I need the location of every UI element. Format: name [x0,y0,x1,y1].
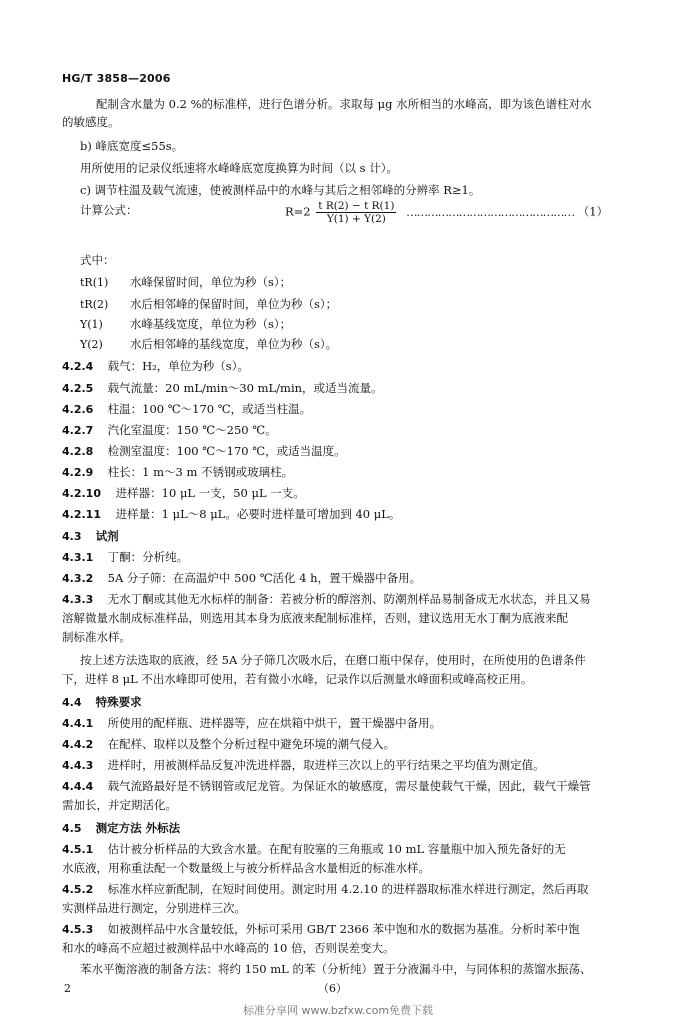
clause-number: 4.2.4 [62,360,94,373]
clause-text-line-1: 估计被分析样品的大致含水量。在配有胶塞的三角瓶或 10 mL 容量瓶中加入预先备好的无 [107,842,566,856]
symbol-tr1: tR(1) [80,276,109,289]
clause-text: 进样时，用被测样品反复冲洗进样器，取进样三次以上的平行结果之平均值为测定值。 [107,758,545,772]
clause-number: 4.4.1 [62,717,94,730]
clause-number: 4.3.1 [62,551,94,564]
section-title: 特殊要求 [95,695,142,709]
clause-number: 4.4.2 [62,738,94,751]
section-number: 4.4 [62,696,82,709]
clause-number: 4.3.2 [62,572,94,585]
intro-line-1: 配制含水量为 0.2 %的标准样，进行色谱分析。求取每 μg 水所相当的水峰高，即为该色谱柱对水 [96,97,592,111]
section-4-5 [62,820,180,837]
clause-number: 4.4.4 [62,780,94,793]
clause-number: 4.2.6 [62,403,94,416]
formula-dots: ………………………………………… [406,204,575,219]
clause-text: 柱温：100 ℃～170 ℃，或适当柱温。 [107,402,312,416]
clause-4-3-3-line-3: 制标准水样。 [62,630,131,644]
clause-4-3-2 [62,570,421,587]
resolution-formula [285,200,608,225]
clause-4-5-1-line-2: 水底液，用称重法配一个数量级上与被分析样品含水量相近的标准水样。 [62,861,430,875]
clause-4-3-3-line-2: 溶解微量水制成标准样品，则选用其本身为底液来配制标准样，否则，建议选用无水丁酮为底液来配 [62,611,568,625]
clause-text-line-1: 载气流路最好是不锈钢管或尼龙管。为保证水的敏感度，需尽量使载气干燥，因此，载气干燥管 [107,779,591,793]
formula-fraction [316,200,396,225]
clause-number: 4.4.3 [62,759,94,772]
clause-text: 所使用的配样瓶、进样器等，应在烘箱中烘干，置干燥器中备用。 [107,716,442,730]
clause-text-line-1: 标准水样应新配制，在短时间使用。测定时用 4.2.10 的进样器取标准水样进行测定，然后再取 [107,882,589,896]
clause-4-2-6 [62,401,311,418]
clause-text: 丁酮：分析纯。 [107,550,189,564]
symbol-y2-desc: 水后相邻峰的基线宽度，单位为秒（s）。 [130,337,338,351]
standard-header: HG/T 3858—2006 [62,72,171,85]
formula-numerator: t R(2) − t R(1) [318,200,395,212]
symbol-y1-desc: 水峰基线宽度，单位为秒（s）； [130,317,292,331]
clause-4-4-4 [62,778,591,795]
section-title: 测定方法 外标法 [95,821,181,835]
item-c: c) 调节柱温及载气流速，使被测样品中的水峰与其后之相邻峰的分辨率 R≥1。 [80,183,481,197]
symbol-tr1-desc: 水峰保留时间，单位为秒（s）； [130,275,292,289]
clause-number: 4.2.9 [62,466,94,479]
clause-text: 检测室温度：100 ℃～170 ℃，或适当温度。 [107,444,346,458]
clause-4-2-5 [62,380,383,397]
clause-number: 4.2.10 [62,487,101,500]
symbol-y1: Y(1) [80,318,103,331]
clause-4-5-3 [62,921,580,938]
where-label: 式中： [80,253,115,267]
clause-text: 5A 分子筛：在高温炉中 500 ℃活化 4 h，置干燥器中备用。 [107,571,422,585]
clause-4-2-11 [62,506,400,523]
clause-4-2-8 [62,443,346,460]
clause-number: 4.5.3 [62,923,94,936]
clause-text: 进样量：1 μL～8 μL。必要时进样量可增加到 40 μL。 [115,507,401,521]
clause-text: 载气：H₂，单位为秒（s）。 [107,359,249,373]
clause-text: 载气流量：20 mL/min～30 mL/min，或适当流量。 [107,381,383,395]
formula-lhs: R=2 [285,204,311,219]
clause-4-5-1 [62,841,566,858]
clause-text: 汽化室温度：150 ℃～250 ℃。 [107,423,277,437]
clause-4-2-9 [62,464,293,481]
method-paragraph-line-1: 按上述方法选取的底液，经 5A 分子筛几次吸水后，在磨口瓶中保存，使用时，在所使用的色谱条件 [80,653,586,667]
clause-number: 4.2.11 [62,508,101,521]
clause-4-4-1 [62,715,441,732]
formula-number: （1） [577,204,609,219]
benzene-paragraph: 苯水平衡溶液的制备方法：将约 150 mL 的苯（分析纯）置于分液漏斗中，与同体积的蒸馏水振荡、 [80,962,592,976]
clause-number: 4.2.5 [62,382,94,395]
clause-4-5-2-line-2: 实测样品进行测定，分别进样三次。 [62,901,246,915]
clause-4-2-10 [62,485,305,502]
clause-4-2-7 [62,422,277,439]
footer-watermark: 标准分享网 www.bzfxw.com免费下载 [242,1004,434,1017]
section-number: 4.5 [62,822,82,835]
section-number: 4.3 [62,530,82,543]
clause-number: 4.2.8 [62,445,94,458]
clause-text-line-1: 如被测样品中水含量较低，外标可采用 GB/T 2366 苯中饱和水的数据为基准。分析时苯中饱 [107,922,580,936]
clause-number: 4.5.1 [62,843,94,856]
page-mark: （6） [318,982,347,995]
item-b: b) 峰底宽度≤55s。 [80,139,184,153]
page-number: 2 [64,982,71,995]
symbol-y2: Y(2) [80,338,103,351]
clause-text: 在配样、取样以及整个分析过程中避免环境的潮气侵入。 [107,737,396,751]
clause-4-3-1 [62,549,188,566]
formula-denominator: Y(1) + Y(2) [326,213,386,225]
calc-label: 计算公式： [80,203,138,217]
clause-4-5-3-line-2: 和水的峰高不应超过被测样品中水峰高的 10 倍，否则误差变大。 [62,941,395,955]
clause-text: 进样器：10 μL 一支，50 μL 一支。 [115,486,305,500]
clause-text: 柱长：1 m～3 m 不锈钢或玻璃柱。 [107,465,294,479]
section-4-4 [62,694,142,711]
clause-4-4-2 [62,736,395,753]
symbol-tr2-desc: 水后相邻峰的保留时间，单位为秒（s）； [130,297,338,311]
intro-line-2: 的敏感度。 [62,115,120,129]
clause-number: 4.5.2 [62,883,94,896]
section-title: 试剂 [95,529,119,543]
clause-number: 4.3.3 [62,593,94,606]
clause-text-line-1: 无水丁酮或其他无水标样的制备：若被分析的醇溶剂、防潮剂样品易制备成无水状态，并且又易 [107,592,591,606]
clause-4-5-2 [62,881,589,898]
method-paragraph-line-2: 下，进样 8 μL 不出水峰即可使用，若有微小水峰，记录作以后测量水峰面积或峰高校正用。 [62,672,533,686]
clause-4-4-3 [62,757,545,774]
clause-number: 4.2.7 [62,424,94,437]
section-4-3 [62,528,119,545]
record-line: 用所使用的记录仪纸速将水峰峰底宽度换算为时间（以 s 计）。 [80,161,398,175]
clause-4-3-3 [62,591,591,608]
clause-4-4-4-line-2: 需加长，并定期活化。 [62,798,177,812]
symbol-tr2: tR(2) [80,298,109,311]
clause-4-2-4 [62,358,249,375]
